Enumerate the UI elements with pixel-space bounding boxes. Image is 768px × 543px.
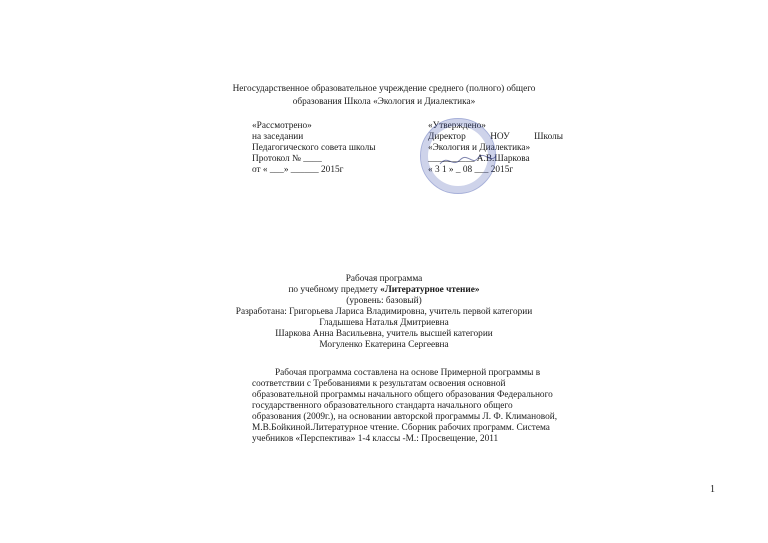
description-line: образования (2009г.), на основании авторской программы Л. Ф. Климановой, — [252, 412, 558, 422]
page-number: 1 — [710, 484, 715, 495]
subject-prefix: по учебному предмету — [288, 285, 381, 295]
developers-line-2: Гладышева Наталья Дмитриевна — [319, 318, 449, 328]
program-level: (уровень: базовый) — [346, 296, 422, 306]
description-line: государственного образовательного стандарта начального общего — [252, 401, 513, 411]
description-line: М.В.Бойкиной.Литературное чтение. Сборник рабочих программ. Система — [252, 423, 550, 433]
developers-line-4: Могуленко Екатерина Сергеевна — [319, 340, 449, 350]
left-approval-line-4: Протокол № ____ — [252, 154, 322, 164]
school-label: Школы — [534, 132, 563, 142]
subject-name: «Литературное чтение» — [380, 285, 480, 295]
header-line-2: образования Школа «Экология и Диалектика» — [292, 97, 476, 107]
school-type-label: НОУ — [490, 132, 510, 142]
description-line: соответствии с Требованиями к результатам освоения основной — [252, 379, 506, 389]
header-line-1: Негосударственное образовательное учреждение среднего (полного) общего — [232, 84, 536, 94]
developers-line-3: Шаркова Анна Васильевна, учитель высшей категории — [275, 329, 493, 339]
developers-line-1: Разработана: Григорьева Лариса Владимировна, учитель первой категории — [235, 307, 533, 317]
left-approval-line-2: на заседании — [252, 132, 304, 142]
right-approval-line-1: «Утверждено» — [428, 121, 486, 131]
right-approval-line-3: «Экология и Диалектика» — [428, 143, 531, 153]
left-approval-line-5: от « ___» ______ 2015г — [252, 165, 344, 175]
program-subject-line — [0, 285, 768, 296]
right-approval-line-4: __________ А.В.Шаркова — [428, 154, 530, 164]
description-line: учебников «Перспектива» 1-4 классы -М.: Просвещение, 2011 — [252, 434, 499, 444]
program-title: Рабочая программа — [345, 274, 423, 284]
signature-icon — [438, 152, 498, 170]
description-line: Рабочая программа составлена на основе Примерной программы в — [275, 368, 541, 378]
left-approval-line-3: Педагогического совета школы — [252, 143, 376, 153]
director-label: Директор — [428, 132, 466, 142]
left-approval-line-1: «Рассмотрено» — [252, 121, 312, 131]
right-approval-line-5: « 3 1 » _ 08 ___ 2015г — [428, 165, 514, 175]
description-line: образовательной программы начального общего образования Федерального — [252, 390, 553, 400]
